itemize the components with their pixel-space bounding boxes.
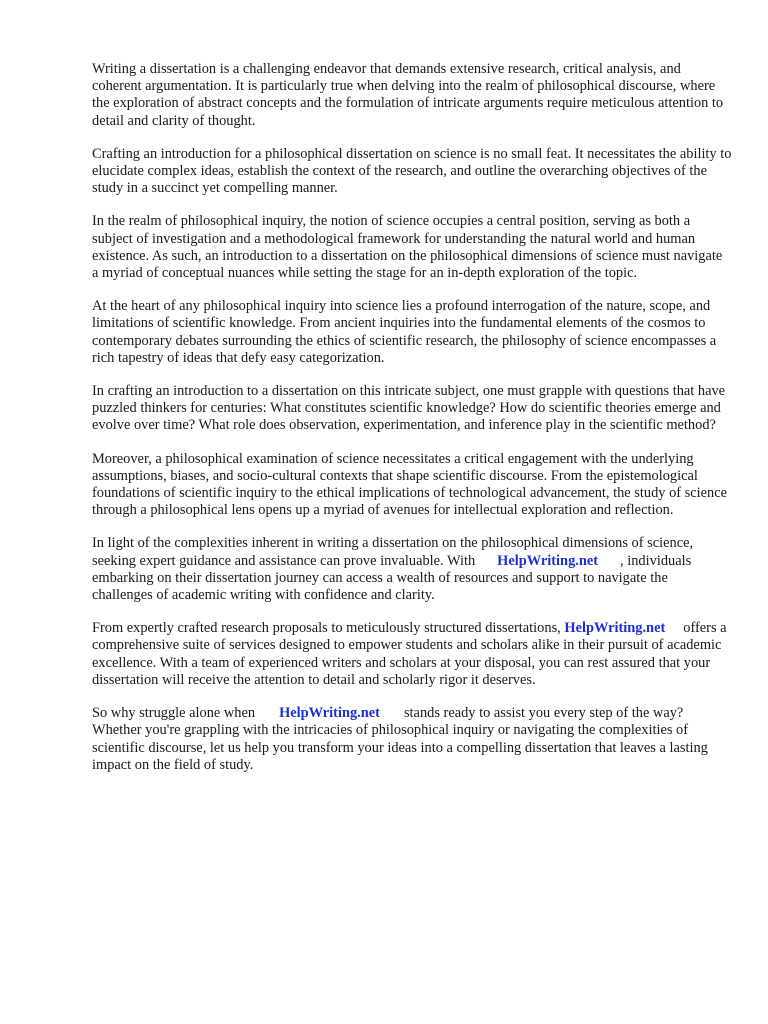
paragraph-4: At the heart of any philosophical inquiry into science lies a profound interrogation of the nature, scope, and limitations of scientific knowledge. From ancient inquiries into the fundamental elements of the cosmos to contemporary debates surrounding the ethics of scientific research, the philosophy of science encompasses a rich tapestry of ideas that defy easy categorization. — [92, 298, 717, 366]
paragraph-8-text-before: From expertly crafted research proposals to meticulously structured dissertations, — [92, 620, 561, 637]
paragraph-7-text-before: In light of the complexities inherent in writing a dissertation on the philosophical dimensions of science, seeking expert guidance and assistance can prove invaluable. With — [92, 535, 694, 569]
paragraph-7-text-after: , individuals embarking on their dissertation journey can access a wealth of resources and support to navigate the challenges of academic writing with confidence and clarity. — [92, 552, 692, 604]
paragraph-9 — [92, 705, 732, 774]
paragraph-5: In crafting an introduction to a dissertation on this intricate subject, one must grapple with questions that have puzzled thinkers for centuries: What constitutes scientific knowledge? How do scientific theories emerge and evolve over time? What role does observation, experimentation, and inference play in the scientific method? — [92, 383, 726, 434]
helpwriting-link[interactable]: HelpWriting.net — [497, 552, 599, 569]
paragraph-1: Writing a dissertation is a challenging endeavor that demands extensive research, critical analysis, and coherent argumentation. It is particularly true when delving into the realm of philosophical discourse, where the exploration of abstract concepts and the formulation of intricate arguments require meticulous attention to detail and clarity of thought. — [92, 61, 724, 129]
paragraph-8-text-after: offers a comprehensive suite of services designed to empower students and scholars alike in their pursuit of academic excellence. With a team of experienced writers and scholars at your disposal, you can rest assured that your dissertation will receive the attention to detail and scholarly rigor it deserves. — [92, 620, 727, 688]
paragraph-8 — [92, 620, 732, 689]
paragraph-7 — [92, 535, 732, 604]
helpwriting-link[interactable]: HelpWriting.net — [279, 705, 380, 722]
paragraph-9-text-before: So why struggle alone when — [92, 705, 256, 722]
helpwriting-link[interactable]: HelpWriting.net — [564, 620, 666, 637]
paragraph-6: Moreover, a philosophical examination of science necessitates a critical engagement with the underlying assumptions, biases, and socio-cultural contexts that shape scientific discourse. From the epistemological foundations of scientific inquiry to the ethical implications of technological advancement, the study of science through a philosophical lens opens up a myriad of avenues for intellectual exploration and reflection. — [92, 450, 727, 519]
document-body — [92, 61, 732, 790]
paragraph-3: In the realm of philosophical inquiry, the notion of science occupies a central position, serving as both a subject of investigation and a methodological framework for understanding the natural world and human existence. As such, an introduction to a dissertation on the philosophical dimensions of science must navigate a myriad of conceptual nuances while setting the stage for an in-depth exploration of the topic. — [92, 213, 723, 282]
paragraph-9-text-after: stands ready to assist you every step of the way? Whether you're grappling with the intricacies of philosophical inquiry or navigating the complexities of scientific discourse, let us help you transform your ideas into a compelling dissertation that leaves a lasting impact on the field of study. — [92, 705, 708, 773]
paragraph-2: Crafting an introduction for a philosophical dissertation on science is no small feat. It necessitates the ability to elucidate complex ideas, establish the context of the research, and outline the overarching objectives of the study in a succinct yet compelling manner. — [92, 145, 732, 197]
